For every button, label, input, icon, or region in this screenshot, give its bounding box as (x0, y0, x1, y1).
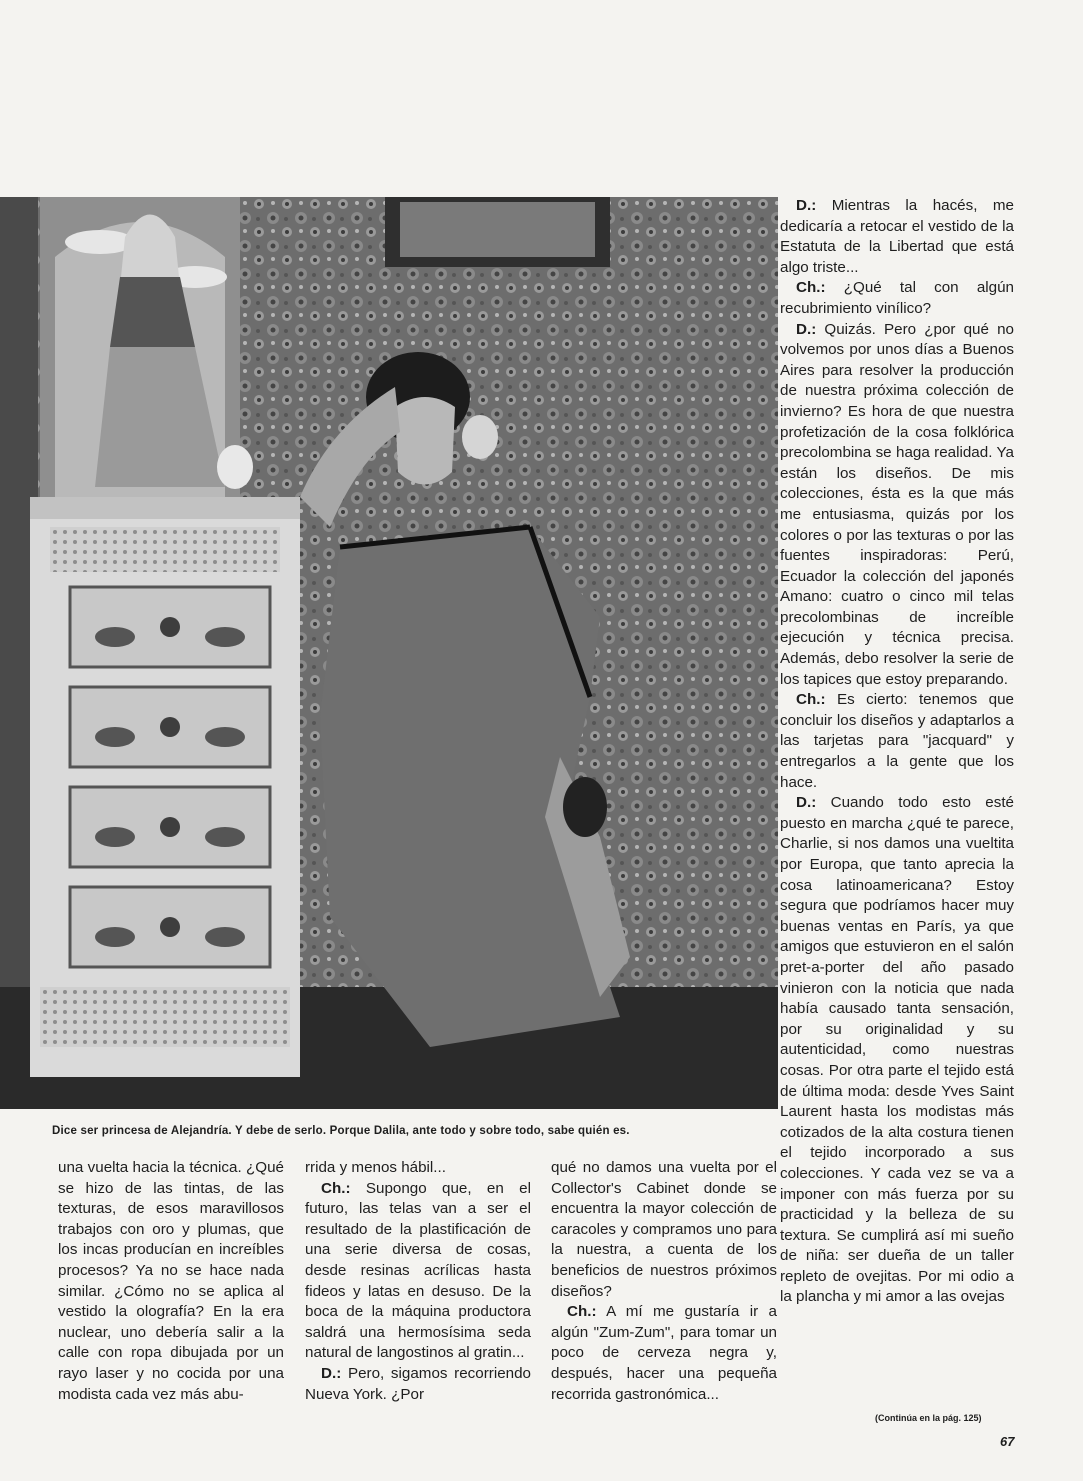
paragraph: rrida y menos hábil... (305, 1159, 446, 1176)
page-number: 67 (1000, 1434, 1015, 1449)
speaker-label: Ch.: (567, 1303, 597, 1321)
speaker-label: D.: (796, 794, 817, 812)
paragraph-text: Cuando todo esto esté puesto en marcha ¿qué te parece, Charlie, si nos damos una vueltita por Europa, que tanto aprecia la cosa latinoamericana? Estoy segura que podríamos hacer muy buenas ventas en París, ya que amigos que estuvieron en el salón pret-a-porter del año pasado vinieron con la noticia que nada había causado tanta sensación, por su originalidad y su autenticidad, como nuestras cosas. Por otra parte el tejido está de última moda: desde Yves Saint Laurent hasta los modistas más cotizados de la alta costura tienen el tejido incorporado a sus colecciones. Y cada vez se va a imponer con más fuerza por su practicidad y la belleza de su textura. Se cumplirá así mi sueño de niña: ser dueña de un taller repleto de ovejitas. Por mi odio a la plancha y mi amor a las ovejas (780, 794, 1014, 1306)
text-column-3 (551, 1158, 777, 1405)
paragraph (551, 1302, 777, 1405)
paragraph (305, 1364, 531, 1405)
paragraph-text: Es cierto: tenemos que concluir los diseños y adaptarlos a las tarjetas para "jacquard" y entregarlos a la gente que los hace. (780, 691, 1014, 791)
speaker-label: Ch.: (796, 279, 826, 297)
paragraph-text: Supongo que, en el futuro, las telas van a ser el resultado de la plastificación de una serie diversa de cosas, desde resinas acrílicas hasta fideos y latas en desuso. De la boca de la máquina productora saldrá una hermosísima seda natural de langostinos al gratin... (305, 1179, 531, 1362)
paragraph-text: Mientras la hacés, me dedicaría a retocar el vestido de la Estatuta de la Libertad que está algo triste... (780, 197, 1014, 276)
paragraph-text: ¿Qué tal con algún recubrimiento vinílico? (780, 279, 1014, 317)
speaker-label: D.: (796, 197, 817, 214)
photo-caption: Dice ser princesa de Alejandría. Y debe de serlo. Porque Dalila, ante todo y sobre todo, sabe quién es. (52, 1125, 630, 1137)
paragraph (780, 278, 1014, 319)
paragraph: qué no damos una vuelta por el Collector's Cabinet donde se encuentra la mayor colección de caracoles y compramos uno para la nuestra, a cuenta de los beneficios de nuestros próximos diseños? (551, 1159, 777, 1300)
speaker-label: D.: (796, 320, 817, 338)
paragraph (780, 196, 1014, 278)
speaker-label: D.: (321, 1364, 342, 1382)
paragraph (780, 320, 1014, 691)
text-column-1 (58, 1158, 284, 1405)
paragraph (305, 1179, 531, 1364)
paragraph-text: Pero, sigamos recorriendo Nueva York. ¿Por (305, 1364, 531, 1403)
paragraph: una vuelta hacia la técnica. ¿Qué se hizo de las tintas, de las texturas, de esos maravillosos trabajos con oro y plumas, que los incas producían en increíbles procesos? Ya no se hace nada similar. ¿Cómo no se aplica al vestido la olografía? En la era nuclear, uno debería salir a la calle con ropa dibujada por un rayo laser y no cocida por una modista cada vez más abu- (58, 1159, 284, 1403)
text-column-2 (305, 1158, 531, 1405)
paragraph-text: Quizás. Pero ¿por qué no volvemos por unos días a Buenos Aires para resolver la producción de nuestra próxima colección de invierno? Es hora de que nuestra profetización de la cosa folklórica precolombina se haga realidad. Ya están los diseños. De mis colecciones, ésta es la que más me entusiasma, quizás por los colores o por las texturas o por las fuentes inspiradoras: Perú, Ecuador la colección del japonés Amano: cuatro o cinco mil telas precolombinas de increíble ejecución y técnica precisa. Además, debo resolver la serie de los tapices que estoy preparando. (780, 320, 1014, 688)
paragraph (780, 690, 1014, 793)
portrait-photo (0, 197, 778, 1109)
photo-illustration (0, 197, 778, 1109)
speaker-label: Ch.: (796, 691, 826, 709)
text-column-4 (780, 196, 1014, 1308)
paragraph (780, 793, 1014, 1308)
paragraph-text: A mí me gustaría ir a algún "Zum-Zum", para tomar un poco de cerveza negra y, después, hacer una pequeña recorrida gastronómica... (551, 1303, 777, 1403)
continued-note: (Continúa en la pág. 125) (875, 1413, 982, 1423)
speaker-label: Ch.: (321, 1179, 351, 1197)
